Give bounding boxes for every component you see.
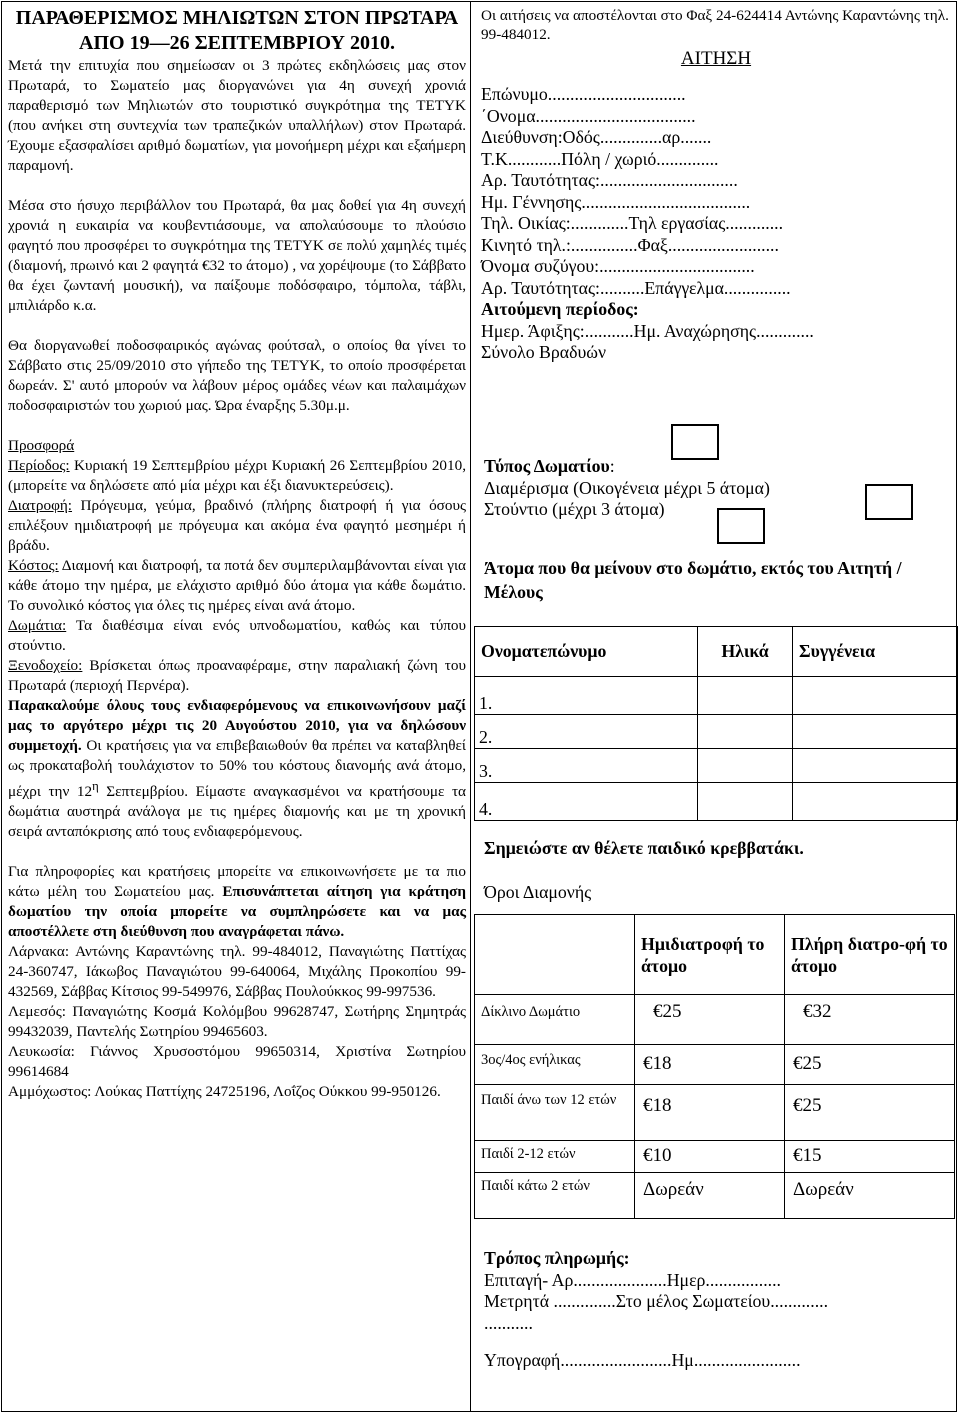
info-bold: Επισυνάπτεται αίτηση για κράτηση δωματίου την οποία μπορείτε να συμπληρώσετε και να μας αποστέλλετε στη διεύθυνση που αναγράφεται πάνω.	[8, 883, 467, 941]
diet-text: Πρόγευμα, γεύμα, βραδινό (πλήρης διατροφή ή για όσους επιλέξουν ημιδιατροφή με πρόγευμα και ακόμα ένα φαγητό μεσημέρι ή βράδυ.	[8, 497, 466, 554]
period-label: Περίοδος:	[8, 457, 70, 474]
hotel-paragraph	[8, 656, 466, 696]
field-birthdate[interactable]: Ημ. Γέννησης......................................	[481, 191, 751, 212]
members-row-relation[interactable]	[793, 677, 958, 715]
rooms-paragraph	[8, 616, 466, 656]
price-row-label: Παιδί κάτω 2 ετών	[475, 1173, 635, 1219]
field-spouse-name[interactable]: Όνομα συζύγου:...................................	[481, 256, 755, 276]
room-type-colon: :	[609, 456, 615, 476]
price-row	[475, 1045, 955, 1085]
field-cash-continuation[interactable]: ...........	[484, 1312, 533, 1333]
requested-period-label: Αιτούμενη περίοδος:	[481, 299, 639, 319]
deadline-text-a: Οι κρατήσεις για να επιβεβαιωθούν θα πρέπει να καταβληθεί ως προκαταβολή τουλάχιστον το 50% του κόστους διανομής ανά άτομο, μέχρι την 12	[8, 737, 466, 801]
price-row-half: Δωρεάν	[635, 1173, 785, 1219]
cot-note: Σημειώστε αν θέλετε παιδικό κρεββατάκι.	[484, 838, 804, 858]
members-row-number[interactable]: 2.	[475, 715, 698, 749]
field-name[interactable]: ΄Ονομα....................................	[481, 105, 696, 126]
rooms-text: Τα διαθέσιμα είναι ενός υπνοδωματίου, καθώς και τύπου στούντιο.	[8, 617, 466, 654]
offer-heading: Προσφορά	[8, 437, 75, 454]
deadline-bold: Παρακαλούμε όλους τους ενδιαφερόμενους να επικοινωνήσουν μαζί μας το αργότερο μέχρι τις 20 Αυγούστου 2010, για να δηλώσουν συμμετοχή.	[8, 697, 466, 754]
members-header-row	[475, 627, 958, 677]
info-paragraph	[8, 862, 466, 942]
terms-heading: Όροι Διαμονής	[484, 882, 592, 902]
members-row	[475, 749, 958, 783]
period-paragraph	[8, 456, 466, 496]
price-row-full: €15	[785, 1141, 955, 1173]
price-row-half: €18	[635, 1085, 785, 1141]
members-head-relation: Συγγένεια	[793, 627, 958, 677]
period-text: Κυριακή 19 Σεπτεμβρίου μέχρι Κυριακή 26 Σεπτεμβρίου 2010, (μπορείτε να δηλώσετε από μία μέχρι και έξι διανυκτερεύσεις).	[8, 457, 466, 494]
members-row-number[interactable]: 1.	[475, 677, 698, 715]
diet-label: Διατροφή:	[8, 497, 73, 514]
intro-paragraph: Μετά την επιτυχία που σημείωσαν οι 3 πρώτες εκδηλώσεις μας στον Πρωταρά, το Σωματείο μας διοργανώνει για 4η συνεχή χρονιά παραθερισμό των Μηλιωτών στο τουριστικό συγκρότημα της ΤΕΤΥΚ (που ανήκει στη συντεχνία των τραπεζικών υπαλλήλων) στον Πρωταρά. Έχουμε εξασφαλίσει αριθμό δωματίων, για μονοήμερη μέχρι και εξαήμερη παραμονή.	[8, 57, 466, 174]
description-paragraph: Μέσα στο ήσυχο περιβάλλον του Πρωταρά, θα μας δοθεί για 4η συνεχή χρονιά η ευκαιρία να κουβεντιάσουμε, να απολαύσουμε το πλούσιο φαγητό που προσφέρει το συγκρότημα της ΤΕΤΥΚ σε πολύ χαμηλές τιμές (διαμονή, πρωινό και 2 φαγητά €32 το άτομο) , να χορέψουμε (το Σάββατο θα έχει ζωντανή μουσική), να παίξουμε ποδόσφαιρο, τόμπολα, τάβλι, μπιλιάρδο κ.α.	[8, 197, 466, 314]
studio-option: Στούντιο (μέχρι 3 άτομα)	[484, 499, 665, 519]
members-row	[475, 715, 958, 749]
cost-text: Διαμονή και διατροφή, τα ποτά δεν συμπεριλαμβάνονται είναι για κάθε άτομο την ημέρα, με ελάχιστο αριθμό δύο άτομα για κάθε δωμάτιο. Το συνολικό κόστος για όλες τις ημέρες είναι ανά άτομο.	[8, 557, 466, 614]
price-head-half-board: Ημιδιατροφή το άτομο	[635, 915, 785, 995]
members-head-age: Ηλικά	[698, 627, 793, 677]
application-title: ΑΙΤΗΣΗ	[680, 48, 752, 69]
members-row	[475, 783, 958, 821]
deadline-paragraph	[8, 696, 466, 842]
hotel-label: Ξενοδοχείο:	[8, 657, 83, 674]
price-row	[475, 1173, 955, 1219]
members-head-name: Ονοματεπώνυμο	[475, 627, 698, 677]
members-row-number[interactable]: 4.	[475, 783, 698, 821]
payment-heading: Τρόπος πληρωμής:	[484, 1248, 630, 1268]
price-row	[475, 995, 955, 1045]
contacts-larnaca: Λάρνακα: Αντώνης Καραντώνης τηλ. 99-484012, Παναγιώτης Παττίχας 24-360747, Ιάκωβος Παναγιώτου 99-640064, Μιχάλης Προκοπίου 99-432569, Σάββας Κίτσιος 99-549976, Σάββας Πουλούκκος 99-997536.	[8, 943, 466, 1001]
diet-paragraph	[8, 496, 466, 556]
members-row-age[interactable]	[698, 783, 793, 821]
rooms-label: Δωμάτια:	[8, 617, 67, 634]
page-title: ΠΑΡΑΘΕΡΙΣΜΟΣ ΜΗΛΙΩΤΩΝ ΣΤΟΝ ΠΡΩΤΑΡΑ ΑΠΟ 19—26 ΣΕΠΤΕΜΒΡΙΟΥ 2010.	[15, 7, 459, 54]
cost-paragraph	[8, 556, 466, 616]
column-divider	[470, 1, 471, 1412]
price-row-full: €25	[785, 1045, 955, 1085]
deadline-sup: η	[92, 779, 99, 793]
field-signature[interactable]: Υπογραφή.........................Ημ........................	[484, 1350, 801, 1370]
members-row-relation[interactable]	[793, 783, 958, 821]
right-column	[481, 6, 951, 364]
applicant-fields	[481, 84, 951, 364]
field-id[interactable]: Αρ. Ταυτότητας:...............................	[481, 170, 738, 190]
cost-label: Κόστος:	[8, 557, 59, 574]
price-row-half: €18	[635, 1045, 785, 1085]
members-row-age[interactable]	[698, 677, 793, 715]
contacts-nicosia: Λευκωσία: Γιάννος Χρυσοστόμου 99650314, Χριστίνα Σωτηρίου 99614684	[8, 1043, 466, 1081]
price-header-row	[475, 915, 955, 995]
members-row-age[interactable]	[698, 715, 793, 749]
price-row-label: Παιδί 2-12 ετών	[475, 1141, 635, 1173]
total-nights-box[interactable]	[671, 424, 719, 460]
members-row-relation[interactable]	[793, 749, 958, 783]
price-head-full-board: Πλήρη διατρο-φή το άτομο	[785, 915, 955, 995]
members-table	[474, 626, 958, 821]
send-note: Οι αιτήσεις να αποστέλονται στο Φαξ 24-624414 Αντώνης Καραντώνης τηλ. 99-484012.	[481, 7, 949, 43]
info-text: Για πληροφορίες και κρατήσεις μπορείτε να επικοινωνήσετε με τα πιο κάτω μέλη του Σωματείου μας.	[8, 863, 466, 901]
price-row	[475, 1085, 955, 1141]
members-row	[475, 677, 958, 715]
price-row-label: 3ος/4ος ενήλικας	[475, 1045, 635, 1085]
price-row-half: €25	[635, 995, 785, 1045]
price-row	[475, 1141, 955, 1173]
studio-checkbox[interactable]	[717, 508, 765, 544]
price-table	[474, 914, 955, 1219]
apartment-checkbox[interactable]	[865, 484, 913, 520]
members-row-relation[interactable]	[793, 715, 958, 749]
room-type-label: Τύπος Δωματίου	[484, 456, 610, 476]
contacts-famagusta: Αμμόχωστος: Λούκας Παττίχης 24725196, Λοΐζος Ούκκου 99-950126.	[8, 1083, 441, 1101]
apartment-option: Διαμέρισμα (Οικογένεια μέχρι 5 άτομα)	[484, 477, 770, 498]
total-nights-label: Σύνολο Βραδυών	[481, 342, 607, 362]
field-arrival-departure[interactable]: Ημερ. Άφιξης:...........Ημ. Αναχώρησης.............	[481, 320, 814, 341]
field-mobile-fax[interactable]: Κινητό τηλ.:...............Φαξ.........................	[481, 234, 779, 255]
price-row-half: €10	[635, 1141, 785, 1173]
field-cheque[interactable]: Επιταγή- Αρ.....................Ημερ.................	[484, 1269, 781, 1290]
price-row-full: Δωρεάν	[785, 1173, 955, 1219]
price-row-label: Παιδί άνω των 12 ετών	[475, 1085, 635, 1141]
members-row-number[interactable]: 3.	[475, 749, 698, 783]
contacts-limassol: Λεμεσός: Παναγιώτης Κοσμά Κολόμβου 99628747, Σωτήρης Σημητράς 99432039, Παντελής Σωτηρίου 99465603.	[8, 1003, 466, 1041]
left-column	[8, 6, 466, 1102]
futsal-paragraph: Θα διοργανωθεί ποδοσφαιρικός αγώνας φούτσαλ, ο οποίος θα γίνει το Σάββατο στις 25/09/2010 στο γήπεδο της ΤΕΤΥΚ, το οποίο προσφέρεται δωρεάν. Σ' αυτό μπορούν να λάβουν μέρος ομάδες νέων και παλαιμάχων ποδοσφαιριστών του χωριού μας. Ώρα έναρξης 5.30μ.μ.	[8, 337, 466, 414]
field-id-occupation[interactable]: Αρ. Ταυτότητας:..........Επάγγελμα...............	[481, 277, 791, 298]
hotel-text: Βρίσκεται όπως προαναφέραμε, στην παραλιακή ζώνη του Πρωταρά (περιοχή Περνέρα).	[8, 657, 466, 694]
price-head-empty	[475, 915, 635, 995]
members-row-age[interactable]	[698, 749, 793, 783]
deadline-text-b: Σεπτεμβρίου. Είμαστε αναγκασμένοι να κρατήσουμε τα δωμάτια αυστηρά ανάλογα με τις ημέρες διαμονής και με τη χρονική σειρά ανταπόκρισης από τους ενδιαφερόμενους.	[8, 783, 466, 841]
persons-heading: Άτομα που θα μείνουν στο δωμάτιο, εκτός του Αιτητή / Μέλους	[484, 558, 902, 602]
field-surname[interactable]: Επώνυμο...............................	[481, 84, 686, 104]
field-phones[interactable]: Τηλ. Οικίας:.............Τηλ εργασίας.............	[481, 213, 784, 233]
payment-section	[484, 1248, 949, 1372]
price-row-full: €25	[785, 1085, 955, 1141]
price-row-full: €32	[785, 995, 955, 1045]
field-address[interactable]: Διεύθυνση:Οδός..............αρ.......	[481, 127, 712, 147]
field-cash[interactable]: Μετρητά ..............Στο μέλος Σωματείου.............	[484, 1291, 829, 1311]
field-postcode[interactable]: Τ.Κ............Πόλη / χωριό..............	[481, 148, 719, 169]
price-row-label: Δίκλινο Δωμάτιο	[475, 995, 635, 1045]
